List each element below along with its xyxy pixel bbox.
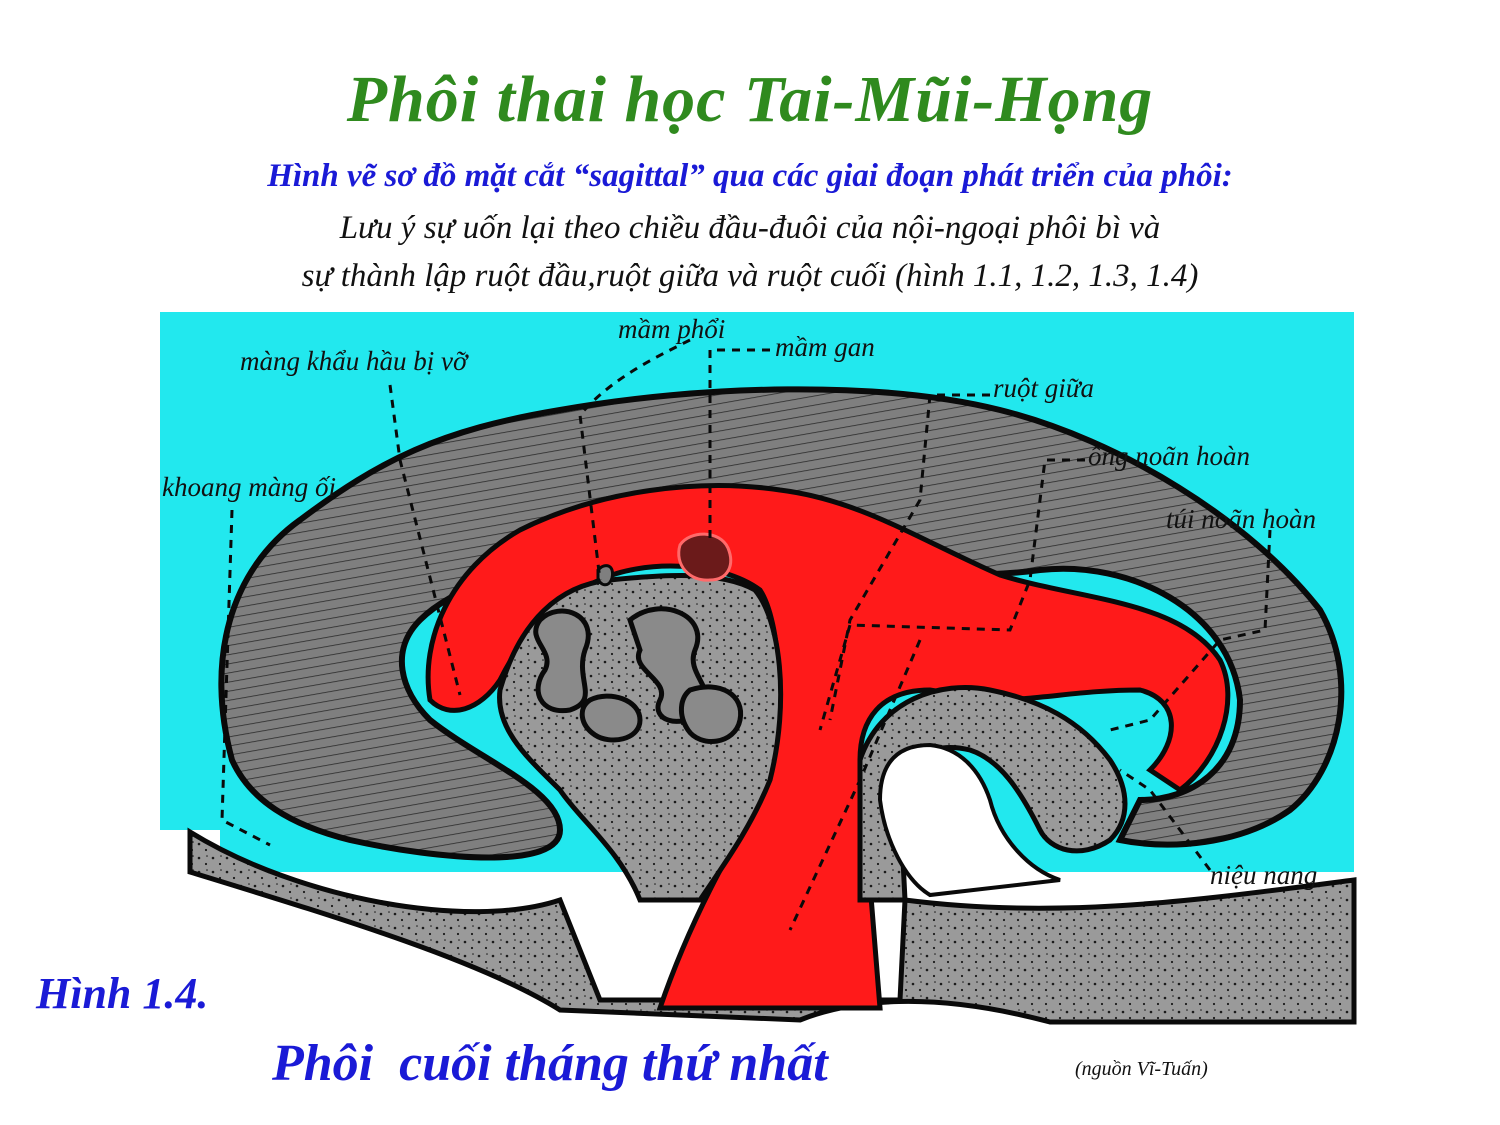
label-midgut: ruột giữa	[993, 373, 1094, 403]
page-title: Phôi thai học Tai-Mũi-Họng	[346, 63, 1154, 136]
label-lung-bud: mầm phổi	[618, 314, 726, 344]
figure-source: (nguồn Vĩ-Tuấn)	[1075, 1058, 1208, 1080]
pharyngeal-pouch-3	[582, 696, 640, 740]
description-line-1: Lưu ý sự uốn lại theo chiều đầu-đuôi của nội-ngoại phôi bì và	[339, 210, 1161, 246]
label-vitelline-duct: ống noãn hoàn	[1088, 441, 1250, 471]
lung-bud	[598, 566, 613, 585]
label-yolk-sac: túi noãn hoàn	[1166, 504, 1317, 534]
liver-bud	[679, 534, 731, 580]
pharyngeal-pouch-4	[681, 687, 740, 742]
figure-subtitle: Hình vẽ sơ đồ mặt cắt “sagittal” qua các giai đoạn phát triển của phôi:	[267, 158, 1233, 194]
label-liver-bud: mầm gan	[775, 332, 875, 362]
figure-caption: Phôi cuối tháng thứ nhất	[272, 1035, 828, 1092]
label-oropharyngeal-membrane: màng khẩu hầu bị vỡ	[240, 346, 468, 376]
description-line-2: sự thành lập ruột đầu,ruột giữa và ruột cuối (hình 1.1, 1.2, 1.3, 1.4)	[301, 258, 1199, 294]
figure-number: Hình 1.4.	[36, 969, 209, 1018]
label-amniotic-cavity: khoang màng ối	[162, 472, 336, 502]
label-allantois: niệu nang	[1210, 860, 1318, 890]
